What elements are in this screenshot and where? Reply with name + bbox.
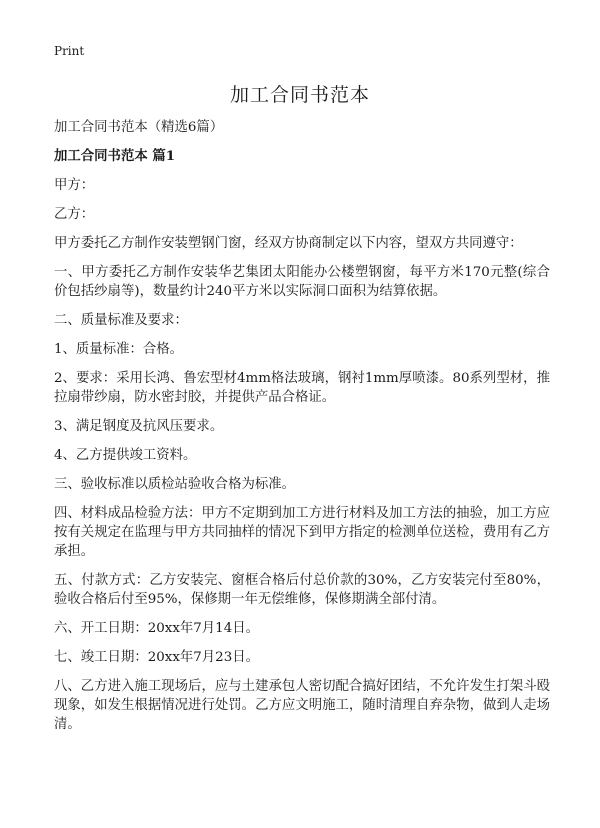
document-subtitle: 加工合同书范本（精选6篇）	[54, 120, 224, 135]
paragraph-clause-7: 七、竣工日期：20xx年7月23日。	[54, 650, 259, 665]
paragraph-clause-2: 二、质量标准及要求：	[54, 313, 188, 328]
paragraph-clause-4: 四、材料成品检验方法：甲方不定期到加工方进行材料及加工方法的抽验，加工方应按有关规定在监理与甲方共同抽样的情况下到甲方指定的检测单位送检，费用有乙方承担。	[54, 506, 550, 559]
paragraph-clause-2-3: 3、满足钢度及抗风压要求。	[54, 419, 224, 434]
paragraph-party-b: 乙方：	[54, 207, 95, 222]
paragraph-clause-8: 八、乙方进入施工现场后，应与土建承包人密切配合搞好团结，不允许发生打架斗殴现象，如发生根据情况进行处罚。乙方应文明施工，随时清理自弃杂物，做到人走场清。	[54, 679, 550, 732]
paragraph-clause-1: 一、甲方委托乙方制作安装华艺集团太阳能办公楼塑钢窗，每平方米170元整(综合价包括纱扇等)，数量约计240平方米以实际洞口面积为结算依据。	[54, 265, 550, 299]
paragraph-clause-3: 三、验收标准以质检站验收合格为标准。	[54, 477, 296, 492]
paragraph-clause-2-2: 2、要求：采用长鸿、鲁宏型材4mm格法玻璃，钢衬1mm厚喷漆。80系列型材，推拉扇带纱扇，防水密封胶，并提供产品合格证。	[54, 371, 550, 405]
page-title: 加工合同书范本	[229, 84, 370, 106]
document-body	[54, 118, 550, 744]
paragraph-clause-2-1: 1、质量标准：合格。	[54, 342, 184, 357]
section-heading: 加工合同书范本 篇1	[54, 148, 176, 164]
paragraph-preamble: 甲方委托乙方制作安装塑钢门窗，经双方协商制定以下内容，望双方共同遵守：	[54, 236, 523, 251]
paragraph-clause-6: 六、开工日期：20xx年7月14日。	[54, 621, 259, 636]
print-link[interactable]: Print	[54, 44, 85, 58]
paragraph-clause-2-4: 4、乙方提供竣工资料。	[54, 448, 197, 463]
paragraph-clause-5: 五、付款方式：乙方安装完、窗框合格后付总价款的30%，乙方安装完付至80%，验收合格后付至95%，保修期一年无偿维修，保修期满全部付清。	[54, 573, 550, 607]
paragraph-party-a: 甲方：	[54, 178, 95, 193]
